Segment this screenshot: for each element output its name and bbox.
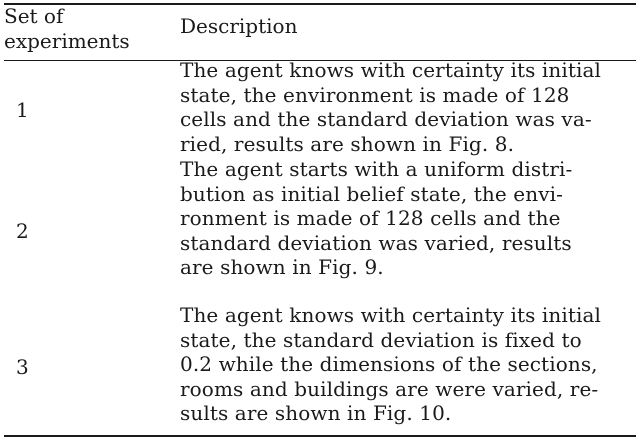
row-1-description	[180, 58, 626, 156]
table-bottom-rule	[4, 435, 636, 437]
row-3-set: 3	[16, 355, 29, 379]
description-line: ried, results are shown in Fig. 8.	[180, 131, 515, 156]
description-line: The agent starts with a uniform distri-	[180, 157, 573, 181]
description-line: The agent knows with certainty its initial	[180, 303, 602, 327]
row-1-set: 1	[16, 98, 29, 122]
header-set-of-experiments	[4, 4, 130, 54]
description-line: cells and the standard deviation was va-	[180, 107, 592, 132]
row-2-set: 2	[16, 219, 29, 243]
description-line: rooms and buildings are were varied, re-	[180, 376, 599, 401]
description-line: ronment is made of 128 cells and the	[180, 206, 561, 231]
description-line: sults are shown in Fig. 10.	[180, 401, 452, 426]
header-col1-line: experiments	[4, 29, 130, 53]
row-3-description	[180, 303, 626, 426]
header-col1-line: Set of	[4, 4, 64, 28]
description-line: 0.2 while the dimensions of the sections,	[180, 352, 598, 377]
description-line: bution as initial belief state, the envi-	[180, 181, 563, 206]
description-line: state, the environment is made of 128	[180, 82, 570, 107]
description-line: standard deviation was varied, results	[180, 230, 572, 255]
description-line: are shown in Fig. 9.	[180, 255, 384, 280]
header-description: Description	[180, 14, 298, 38]
description-line: The agent knows with certainty its initial	[180, 58, 602, 82]
description-line: state, the standard deviation is fixed to	[180, 327, 582, 352]
row-2-description	[180, 157, 626, 280]
